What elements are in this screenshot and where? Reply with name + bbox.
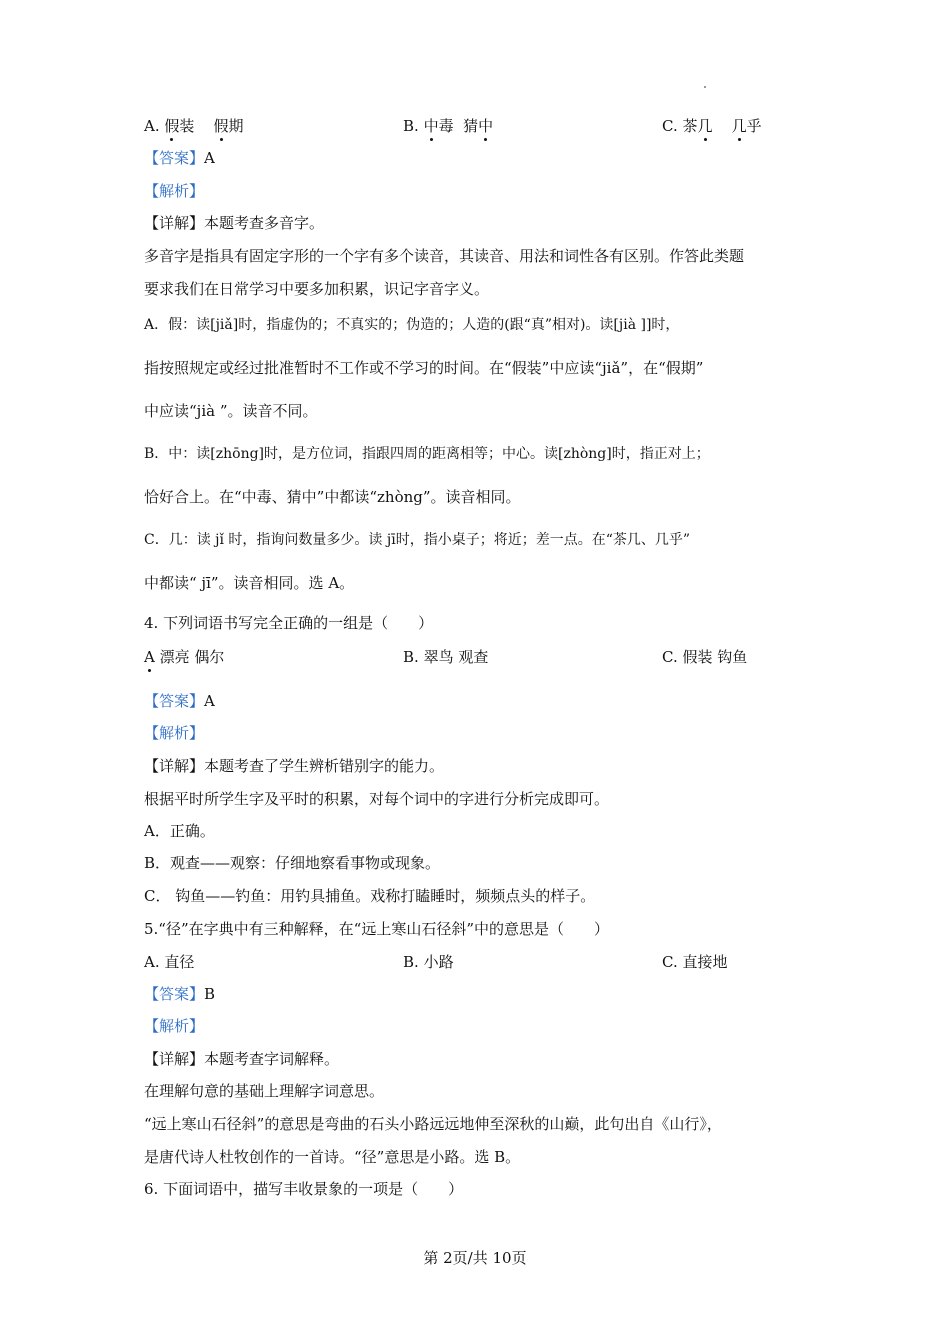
q4-body-line: 根据平时所学生字及平时的积累，对每个词中的字进行分析完成即可。 xyxy=(144,790,610,808)
q4-body-line: A．正确。 xyxy=(144,822,215,840)
q3-analysis-tag: 【解析】 xyxy=(144,182,205,200)
q4-body-line: B．观查——观察：仔细地察看事物或现象。 xyxy=(144,854,441,872)
q3-option-b: B. 中毒 猜中 xyxy=(403,117,494,135)
q3-body-line: B．中：读[zhōng]时，是方位词，指跟四周的距离相等；中心。读[zhòng]时，指正对上； xyxy=(144,446,710,462)
q5-answer: 【答案】B xyxy=(144,985,216,1003)
q5-option-b: B. 小路 xyxy=(403,953,454,971)
q5-option-a: A. 直径 xyxy=(144,953,195,971)
q3-body-line: 恰好合上。在“中毒、猜中”中都读“zhòng”。读音相同。 xyxy=(144,488,521,506)
q6-question: 6. 下面词语中，描写丰收景象的一项是（ ） xyxy=(144,1180,464,1198)
q4-option-c: C. 假装 钩鱼 xyxy=(662,648,748,666)
q3-body-line: C．几：读 jǐ 时，指询问数量多少。读 jī时，指小桌子；将近；差一点。在“茶几、几乎” xyxy=(144,532,691,548)
q3-option-a: A. 假装 假期 xyxy=(144,117,244,135)
q3-detail: 【详解】本题考查多音字。 xyxy=(144,214,325,232)
page-footer: 第 2页/共 10页 xyxy=(423,1249,527,1267)
q3-option-c: C. 茶几 几乎 xyxy=(662,117,762,135)
q5-body-line: 是唐代诗人杜牧创作的一首诗。“径”意思是小路。选 B。 xyxy=(144,1148,521,1166)
q5-detail: 【详解】本题考查字词解释。 xyxy=(144,1050,340,1068)
q3-body-line: 多音字是指具有固定字形的一个字有多个读音，其读音、用法和词性各有区别。作答此类题 xyxy=(144,247,745,265)
q4-body-line: C． 钩鱼——钓鱼：用钓具捕鱼。戏称打瞌睡时，频频点头的样子。 xyxy=(144,887,596,905)
q4-detail: 【详解】本题考查了学生辨析错别字的能力。 xyxy=(144,757,445,775)
q4-option-a: A 漂亮 偶尔 xyxy=(144,648,225,666)
q3-body-line: 要求我们在日常学习中要多加积累，识记字音字义。 xyxy=(144,280,490,298)
q5-option-c: C. 直接地 xyxy=(662,953,728,971)
q3-answer: 【答案】A xyxy=(144,149,215,167)
q5-analysis-tag: 【解析】 xyxy=(144,1017,205,1035)
q3-body-line: 指按照规定或经过批准暂时不工作或不学习的时间。在“假装”中应读“jiǎ”，在“假期” xyxy=(144,359,704,377)
q4-answer: 【答案】A xyxy=(144,692,215,710)
q5-question: 5.“径”在字典中有三种解释，在“远上寒山石径斜”中的意思是（ ） xyxy=(144,920,609,938)
q5-body-line: “远上寒山石径斜”的意思是弯曲的石头小路远远地伸至深秋的山巅，此句出自《山行》， xyxy=(144,1115,722,1133)
q4-question: 4. 下列词语书写完全正确的一组是（ ） xyxy=(144,614,434,632)
q4-analysis-tag: 【解析】 xyxy=(144,724,205,742)
q5-body-line: 在理解句意的基础上理解字词意思。 xyxy=(144,1082,385,1100)
q3-body-line: A．假：读[jiǎ]时，指虚伪的；不真实的；伪造的；人造的(跟“真”相对)。读[jià ]]时， xyxy=(144,317,680,333)
q3-body-line: 中应读“jià ”。读音不同。 xyxy=(144,402,318,420)
q3-body-line: 中都读“ jī”。读音相同。选 A。 xyxy=(144,574,355,592)
scan-speck xyxy=(704,86,706,88)
q4-option-b: B. 翠鸟 观查 xyxy=(403,648,489,666)
